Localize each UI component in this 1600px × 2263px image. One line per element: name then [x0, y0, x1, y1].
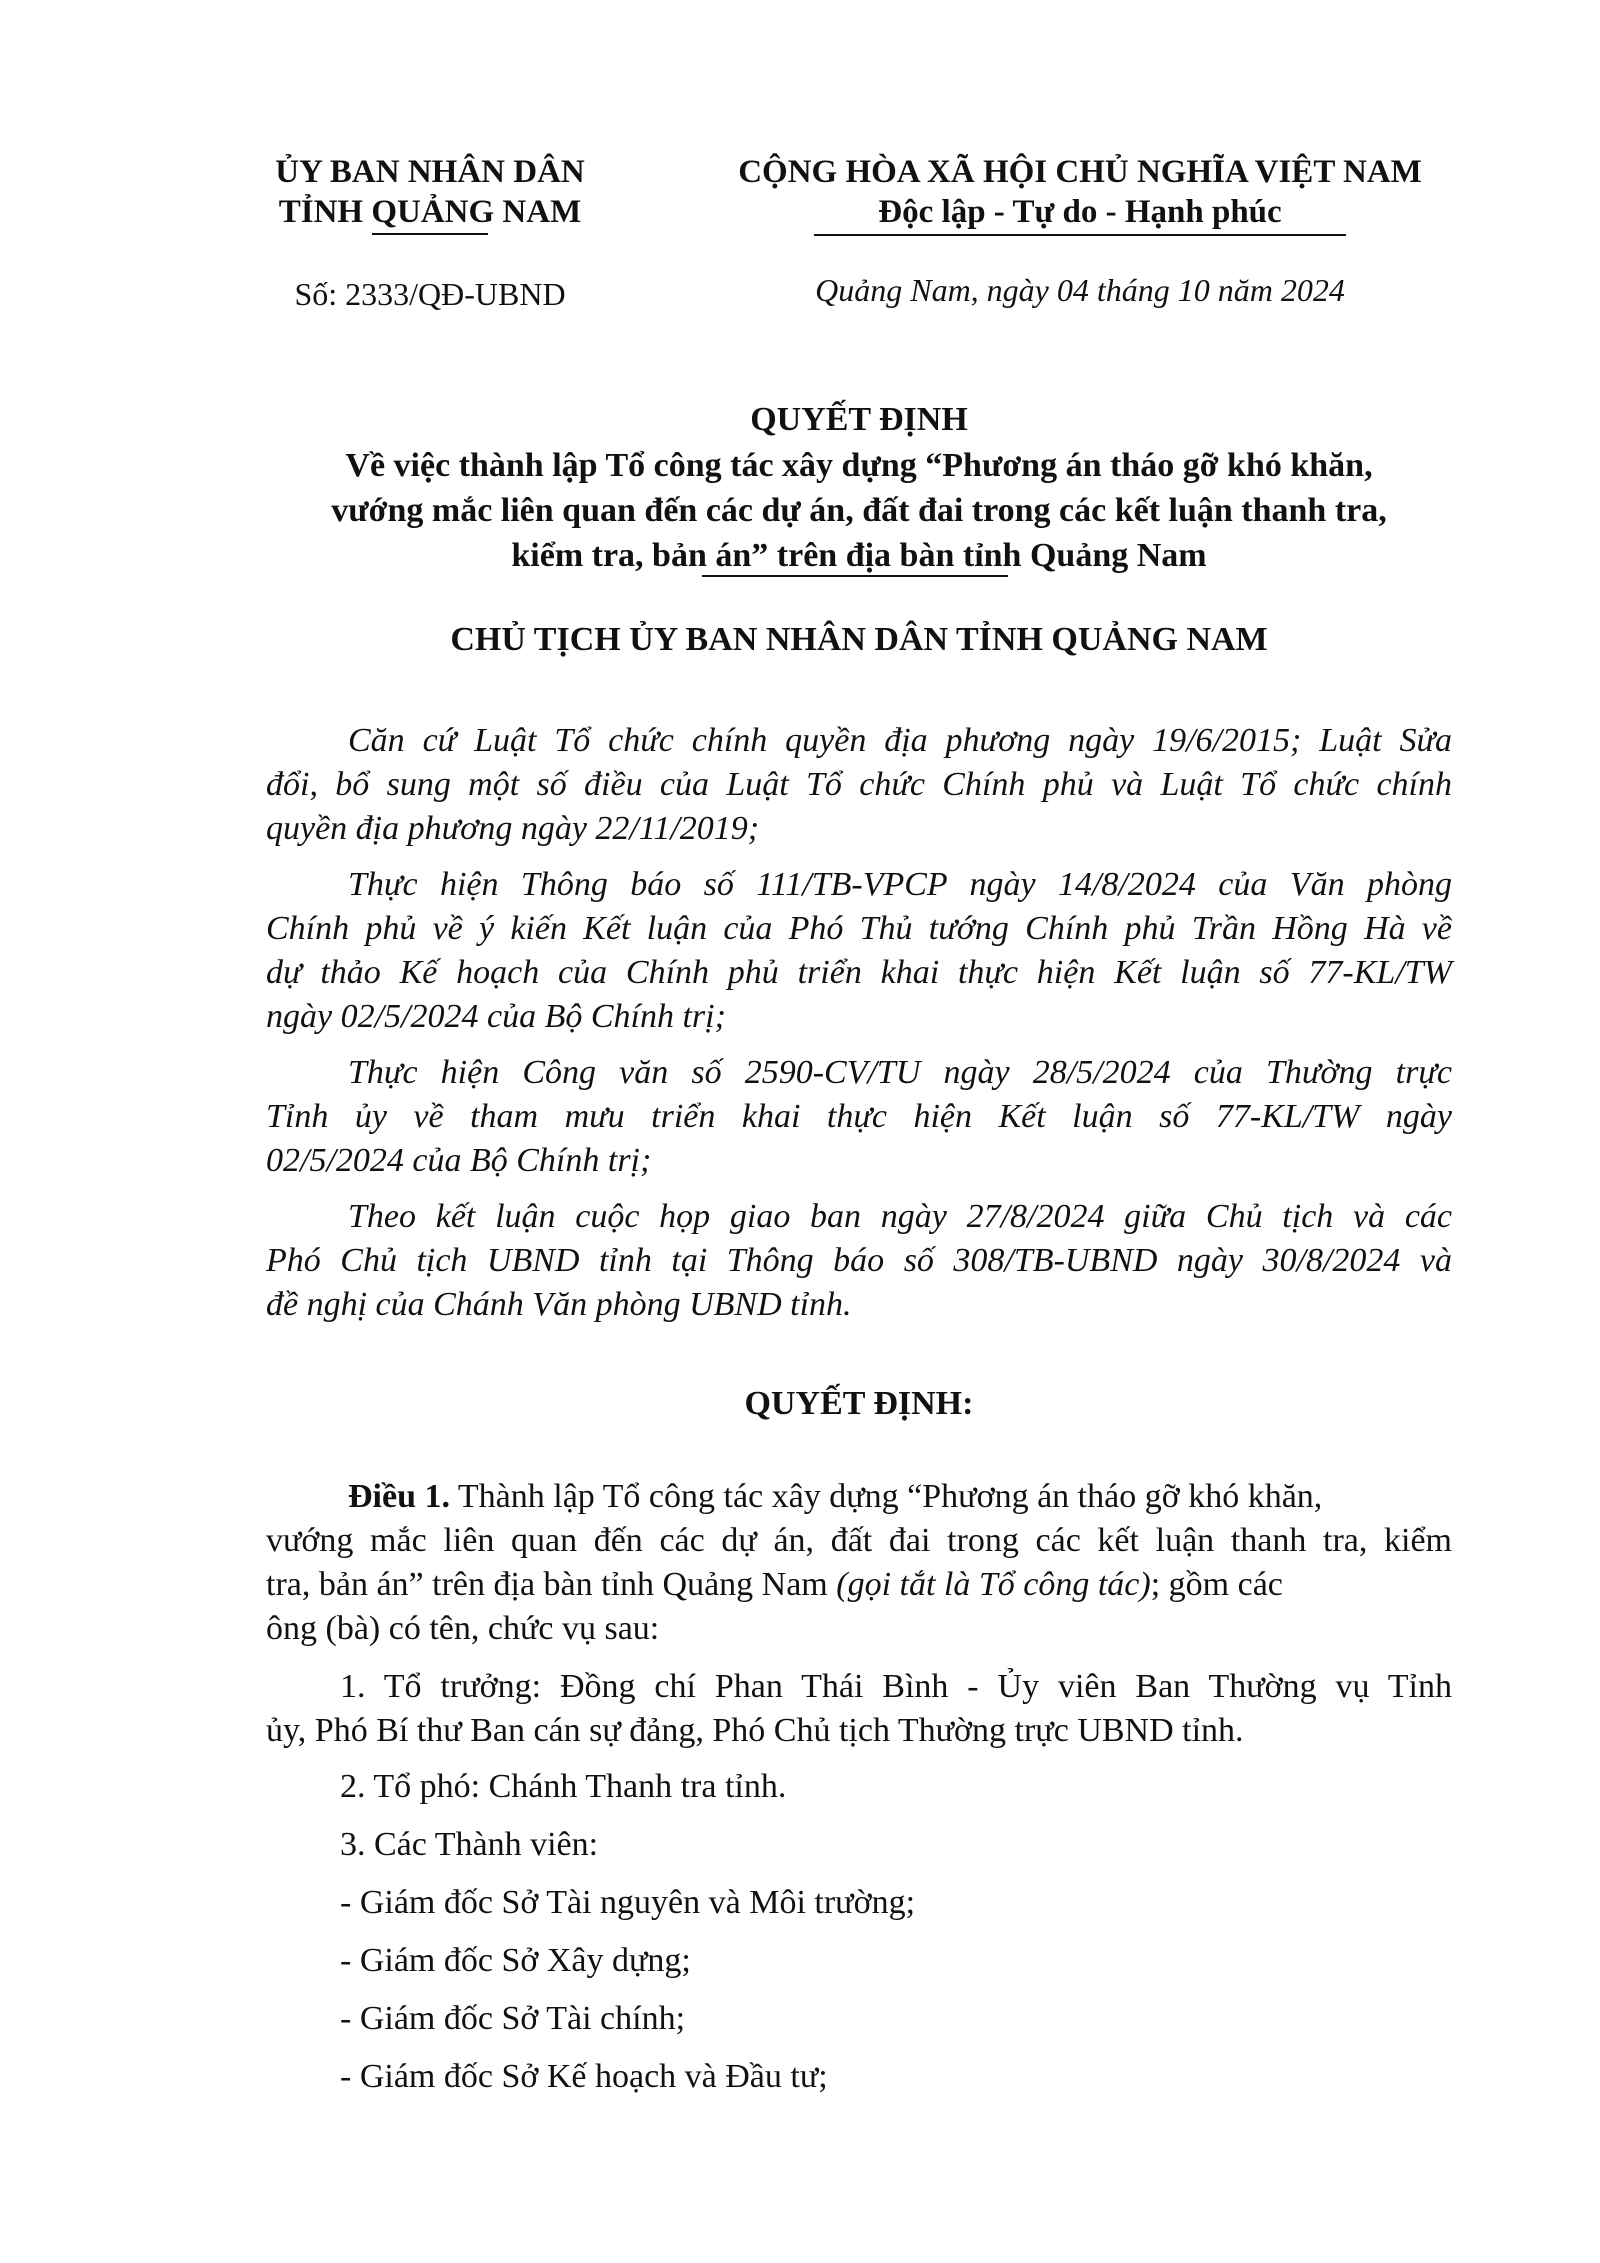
preamble-2-line-3: dự thảo Kế hoạch của Chính phủ triển khai thực hiện Kết luận số 77-KL/TW: [266, 954, 1452, 991]
item-3: 3. Các Thành viên:: [340, 1826, 599, 1863]
nation-motto: Độc lập - Tự do - Hạnh phúc: [878, 194, 1282, 230]
article-1-line-3-a: tra, bản án” trên địa bàn tỉnh Quảng Nam: [266, 1566, 837, 1603]
preamble-4-line-2: Phó Chủ tịch UBND tỉnh tại Thông báo số 308/TB-UBND ngày 30/8/2024 và: [266, 1242, 1452, 1279]
article-1-line-2: vướng mắc liên quan đến các dự án, đất đai trong các kết luận thanh tra, kiểm: [266, 1522, 1452, 1559]
motto-underline: [814, 234, 1346, 236]
agency-line-1: ỦY BAN NHÂN DÂN: [275, 154, 585, 190]
subject-line-2: vướng mắc liên quan đến các dự án, đất đai trong các kết luận thanh tra,: [331, 492, 1387, 529]
preamble-1-line-3: quyền địa phương ngày 22/11/2019;: [266, 810, 760, 847]
subject-line-3: kiểm tra, bản án” trên địa bàn tỉnh Quảng Nam: [511, 537, 1207, 574]
decision-heading: QUYẾT ĐỊNH:: [744, 1385, 974, 1422]
issuing-authority: CHỦ TỊCH ỦY BAN NHÂN DÂN TỈNH QUẢNG NAM: [450, 621, 1268, 658]
member-2: - Giám đốc Sở Xây dựng;: [340, 1942, 691, 1979]
document-number: Số: 2333/QĐ-UBND: [294, 276, 566, 312]
member-3: - Giám đốc Sở Tài chính;: [340, 2000, 686, 2037]
member-1: - Giám đốc Sở Tài nguyên và Môi trường;: [340, 1884, 916, 1921]
preamble-2-line-4: ngày 02/5/2024 của Bộ Chính trị;: [266, 998, 726, 1035]
article-1-line-1: [266, 1474, 1452, 1519]
article-1-line-4: ông (bà) có tên, chức vụ sau:: [266, 1610, 660, 1647]
item-2: 2. Tổ phó: Chánh Thanh tra tỉnh.: [340, 1768, 787, 1805]
preamble-4-line-3: đề nghị của Chánh Văn phòng UBND tỉnh.: [266, 1286, 852, 1323]
agency-underline: [372, 233, 488, 235]
preamble-3-line-2: Tỉnh ủy về tham mưu triển khai thực hiện Kết luận số 77-KL/TW ngày: [266, 1098, 1452, 1135]
title-underline: [702, 575, 1008, 577]
place-date: Quảng Nam, ngày 04 tháng 10 năm 2024: [815, 272, 1345, 308]
agency-line-2: TỈNH QUẢNG NAM: [278, 194, 582, 230]
article-1-line-3-b: ; gồm các: [1150, 1566, 1283, 1603]
article-1-label: Điều 1.: [348, 1478, 450, 1515]
article-1-line-3: [266, 1562, 1452, 1607]
document-title: QUYẾT ĐỊNH: [750, 401, 968, 438]
article-1-text: Thành lập Tổ công tác xây dựng “Phương án tháo gỡ khó khăn,: [450, 1478, 1323, 1515]
nation-line-1: CỘNG HÒA XÃ HỘI CHỦ NGHĨA VIỆT NAM: [738, 154, 1422, 190]
preamble-1-line-1: Căn cứ Luật Tổ chức chính quyền địa phương ngày 19/6/2015; Luật Sửa: [348, 722, 1452, 759]
preamble-2-line-1: Thực hiện Thông báo số 111/TB-VPCP ngày 14/8/2024 của Văn phòng: [348, 866, 1452, 903]
article-1-short-name: (gọi tắt là Tổ công tác): [836, 1566, 1151, 1603]
member-4: - Giám đốc Sở Kế hoạch và Đầu tư;: [340, 2058, 828, 2095]
preamble-4-line-1: Theo kết luận cuộc họp giao ban ngày 27/8/2024 giữa Chủ tịch và các: [348, 1198, 1452, 1235]
item-1-line-1: 1. Tổ trưởng: Đồng chí Phan Thái Bình - Ủy viên Ban Thường vụ Tỉnh: [340, 1668, 1452, 1705]
subject-line-1: Về việc thành lập Tổ công tác xây dựng “Phương án tháo gỡ khó khăn,: [345, 447, 1373, 484]
preamble-3-line-3: 02/5/2024 của Bộ Chính trị;: [266, 1142, 652, 1179]
item-1-line-2: ủy, Phó Bí thư Ban cán sự đảng, Phó Chủ tịch Thường trực UBND tỉnh.: [266, 1712, 1244, 1749]
preamble-2-line-2: Chính phủ về ý kiến Kết luận của Phó Thủ tướng Chính phủ Trần Hồng Hà về: [266, 910, 1452, 947]
preamble-3-line-1: Thực hiện Công văn số 2590-CV/TU ngày 28/5/2024 của Thường trực: [348, 1054, 1452, 1091]
preamble-1-line-2: đổi, bổ sung một số điều của Luật Tổ chức Chính phủ và Luật Tổ chức chính: [266, 766, 1452, 803]
